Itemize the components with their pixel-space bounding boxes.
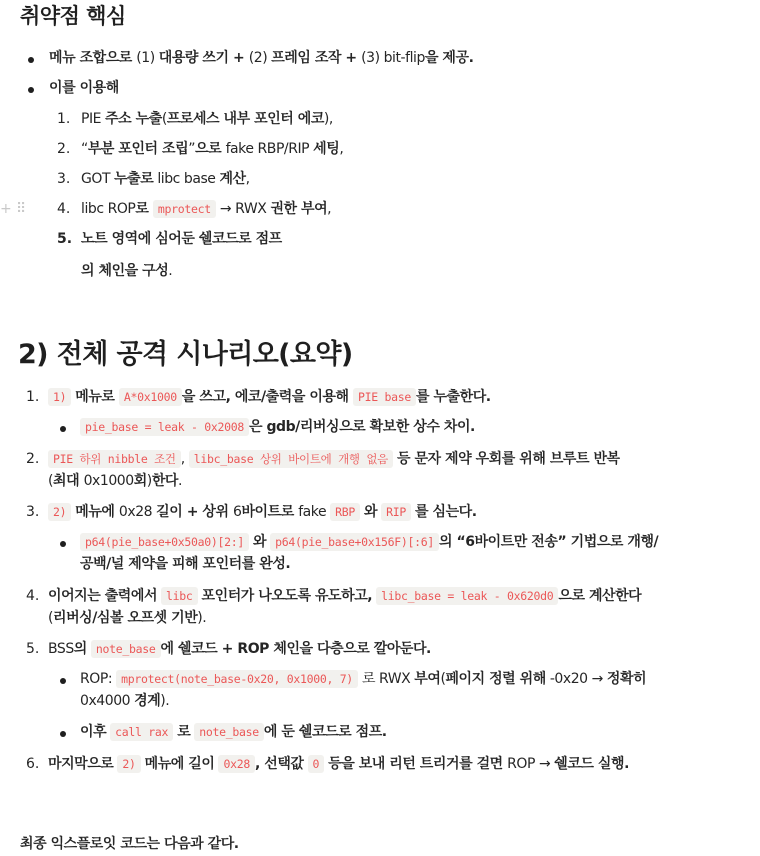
list-item-pie-leak: PIE 주소 누출(프로세스 내부 포인터 에코), [81,111,333,127]
list-number: 4. [26,588,40,604]
inline-code: 2) [117,755,140,773]
step-5-rop-cont: 0x4000 경계). [80,693,170,709]
step-5: BSS의 note_base 에 쉘코드 + ROP 체인을 다층으로 깔아둔다. [48,641,431,657]
inline-code: mprotect(note_base-0x20, 0x1000, 7) [116,670,358,688]
inline-code: note_base [194,723,264,741]
inline-code: mprotect [153,200,216,218]
section-heading-vuln-core: 취약점 핵심 [20,4,126,28]
step-5-rop: ROP: mprotect(note_base-0x20, 0x1000, 7) 로 RWX 부여(페이지 정렬 위해 -0x20 → 정확히 [80,671,647,687]
step-2-cont: (최대 0x1000회)한다. [48,473,182,489]
step-4: 이어지는 출력에서 libc 포인터가 나오도록 유도하고, libc_base = leak - 0x620d0 으로 계산한다 [48,588,642,604]
inline-code: 0 [308,755,325,773]
inline-code: p64(pie_base+0x156F)[:6] [270,533,439,551]
list-item-jump-shellcode: 노트 영역에 심어둔 쉘코드로 점프 [81,231,282,247]
inline-code: call rax [110,723,173,741]
drag-grip-icon[interactable]: ⠿ [16,201,26,217]
list-number: 1. [26,389,40,405]
list-item-libc-rop: libc ROP로 mprotect → RWX 권한 부여, [81,201,332,217]
inline-code: A*0x1000 [119,388,182,406]
step-2: PIE 하위 nibble 조건 , libc_base 상위 바이트에 개행 없음 등 문자 제약 우회를 위해 브루트 반복 [48,448,620,470]
inline-code: RIP [381,503,411,521]
inline-code: note_base [91,640,161,658]
bullet [28,57,34,63]
step-1-detail: pie_base = leak - 0x2008 은 gdb/리버싱으로 확보한 상수 차이. [80,416,475,438]
block-drag-handle[interactable] [0,199,30,219]
bullet [28,87,34,93]
list-number: 3. [26,504,40,520]
inline-code: libc [161,587,198,605]
step-3: 2) 메뉴에 0x28 길이 + 상위 6바이트로 fake RBP 와 RIP 를 심는다. [48,501,477,523]
bullet [60,731,66,737]
list-number: 6. [26,756,40,772]
inline-code: libc_base = leak - 0x620d0 [376,587,558,605]
bullet [60,541,66,547]
bullet [60,426,66,432]
list-number: 2. [57,141,71,157]
bullet-item-using-this: 이를 이용해 [49,80,119,96]
inline-code: PIE 하위 nibble 조건 [48,450,181,468]
plus-icon[interactable]: + [0,201,12,217]
list-number: 1. [57,111,71,127]
bullet [60,678,66,684]
section-heading-attack-scenario: 2) 전체 공격 시나리오(요약) [18,339,353,370]
inline-code: 2) [48,503,71,521]
chain-conclusion: 의 체인을 구성. [81,263,173,279]
bullet-item-menu-combo: 메뉴 조합으로 (1) 대용량 쓰기 + (2) 프레임 조작 + (3) bit-flip을 제공. [49,50,474,66]
inline-code: PIE base [353,388,416,406]
inline-code: 1) [48,388,71,406]
inline-code: RBP [330,503,360,521]
list-number: 2. [26,451,40,467]
inline-code: libc_base 상위 바이트에 개행 없음 [189,450,393,468]
list-item-got-leak: GOT 누출로 libc base 계산, [81,171,250,187]
step-3-detail-cont: 공백/널 제약을 피해 포인터를 완성. [80,556,291,572]
step-4-cont: (리버싱/심볼 오프셋 기반). [48,610,207,626]
final-exploit-intro: 최종 익스플로잇 코드는 다음과 같다. [20,836,239,852]
step-6: 마지막으로 2) 메뉴에 길이 0x28 , 선택값 0 등을 보내 리턴 트리거를 걸면 ROP → 쉘코드 실행. [48,756,629,772]
list-number: 5. [57,231,73,247]
step-3-detail: p64(pie_base+0x50a0)[2:] 와 p64(pie_base+0x156F)[:6] 의 “6바이트만 전송” 기법으로 개행/ [80,531,658,553]
step-5-jump: 이후 call rax 로 note_base 에 둔 쉘코드로 점프. [80,724,387,740]
list-number: 4. [57,201,71,217]
inline-code: pie_base = leak - 0x2008 [80,418,249,436]
inline-code: p64(pie_base+0x50a0)[2:] [80,533,249,551]
list-number: 3. [57,171,71,187]
list-item-partial-pointer: “부분 포인터 조립”으로 fake RBP/RIP 세팅, [81,141,344,157]
inline-code: 0x28 [218,755,255,773]
list-number: 5. [26,641,40,657]
step-1: 1) 메뉴로 A*0x1000 을 쓰고, 에코/출력을 이용해 PIE base 를 누출한다. [48,386,491,408]
